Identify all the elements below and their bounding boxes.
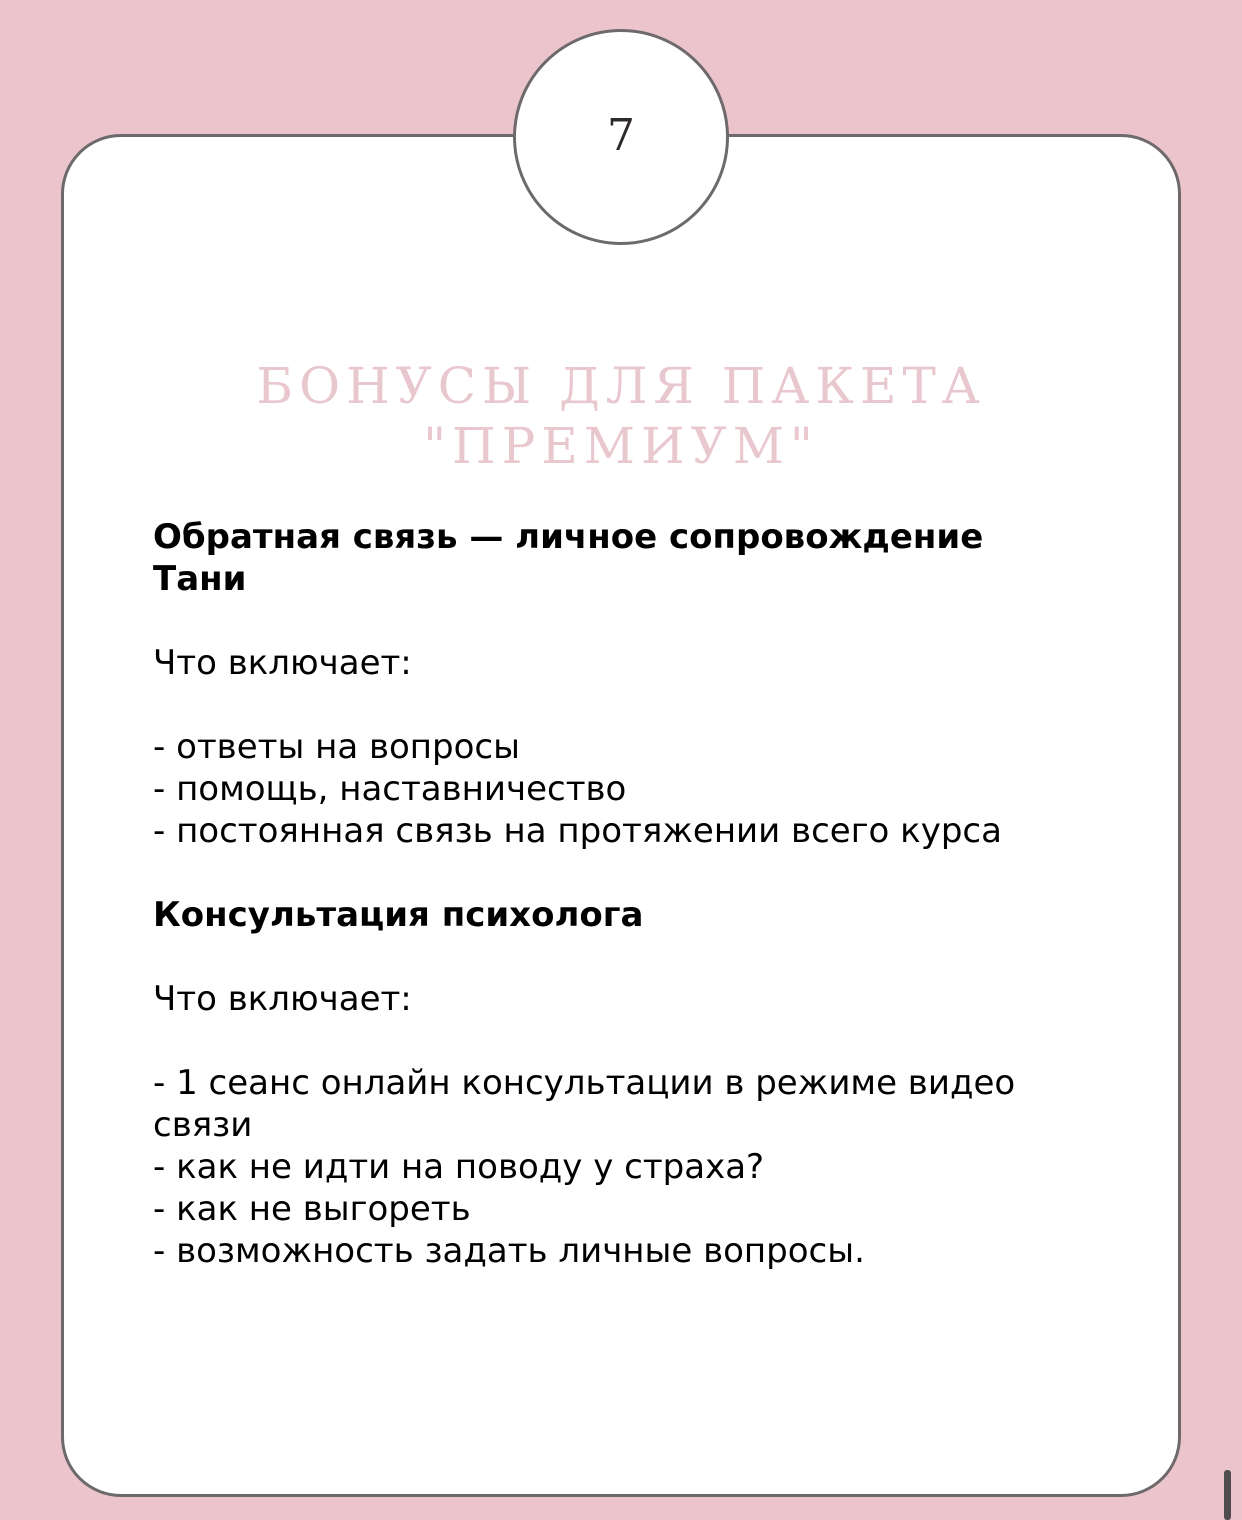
- bonus-content: [153, 516, 1163, 1272]
- section2-list-item: - 1 сеанс онлайн консультации в режиме видео: [153, 1063, 1016, 1103]
- section2-list-item: - возможность задать личные вопросы.: [153, 1231, 865, 1271]
- page-number: 7: [607, 109, 635, 161]
- scrollbar-thumb[interactable]: [1224, 1470, 1231, 1520]
- section2-list-item: - как не идти на поводу у страха?: [153, 1147, 765, 1187]
- section2-list-item: связи: [153, 1105, 253, 1145]
- page-title-line-1: БОНУСЫ ДЛЯ ПАКЕТА: [256, 357, 986, 415]
- section2-list-item: - как не выгореть: [153, 1189, 471, 1229]
- section2-heading: Консультация психолога: [153, 895, 644, 935]
- page-title-line-2: "ПРЕМИУМ": [423, 417, 819, 475]
- spacer: [153, 600, 1163, 642]
- page-title: [61, 356, 1181, 476]
- section1-heading-line-2: Тани: [153, 559, 247, 599]
- section1-list-item: - постоянная связь на протяжении всего курса: [153, 811, 1002, 851]
- spacer: [153, 852, 1163, 894]
- spacer: [153, 684, 1163, 726]
- section1-list-item: - ответы на вопросы: [153, 727, 520, 767]
- section1-heading-line-1: Обратная связь — личное сопровождение: [153, 517, 984, 557]
- section1-list-item: - помощь, наставничество: [153, 769, 627, 809]
- section2-includes-label: Что включает:: [153, 979, 412, 1019]
- spacer: [153, 1020, 1163, 1062]
- page-number-badge: [513, 29, 729, 245]
- spacer: [153, 936, 1163, 978]
- section1-includes-label: Что включает:: [153, 643, 412, 683]
